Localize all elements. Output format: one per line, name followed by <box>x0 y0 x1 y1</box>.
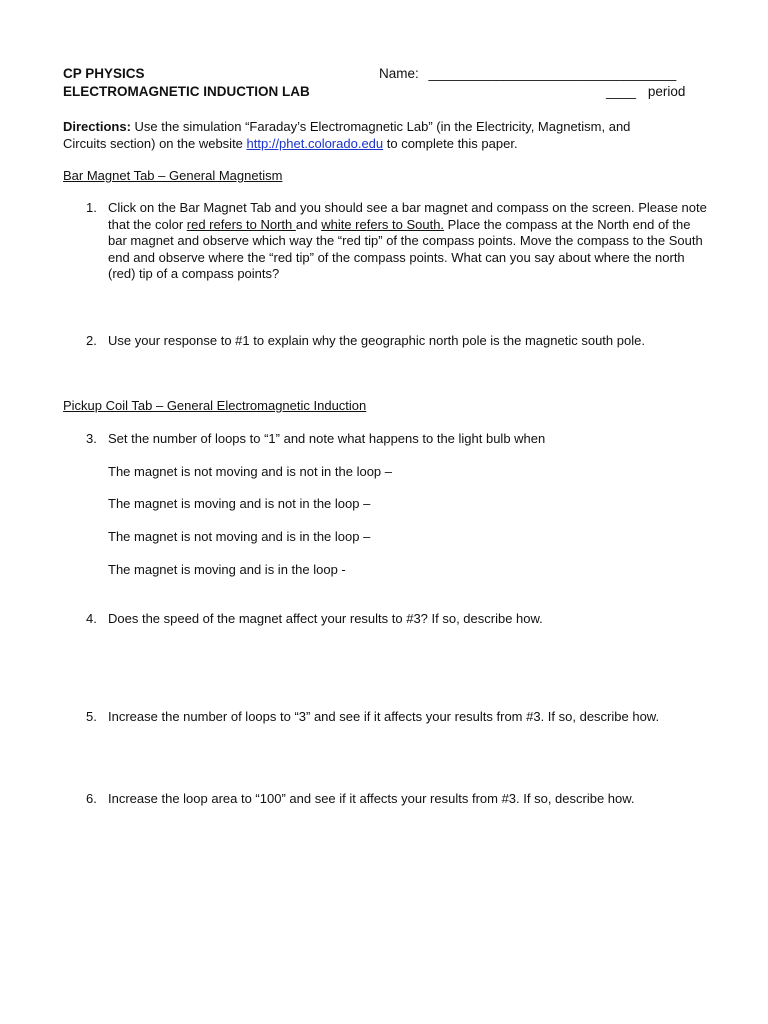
question-6-text: Increase the loop area to “100” and see if it affects your results from #3. If so, describe how. <box>108 791 635 806</box>
question-2-text: Use your response to #1 to explain why the geographic north pole is the magnetic south pole. <box>108 333 645 348</box>
question-number: 4. <box>86 611 97 626</box>
name-label: Name: <box>379 66 419 81</box>
q1-part-b: and <box>295 216 322 232</box>
question-number: 2. <box>86 333 97 348</box>
directions-text-1: Use the simulation “Faraday’s Electromagnetic Lab” (in the Electricity, Magnetism, and <box>130 119 631 134</box>
q3-case: The magnet is moving and is not in the loop – <box>108 496 371 511</box>
period-label: period <box>647 84 686 99</box>
name-field <box>379 66 676 81</box>
name-blank: _________________________________ <box>428 66 677 81</box>
question-number: 1. <box>86 200 97 215</box>
question-4-text: Does the speed of the magnet affect your results to #3? If so, describe how. <box>108 611 543 626</box>
section-heading-bar-magnet: Bar Magnet Tab – General Magnetism <box>63 168 283 183</box>
course-title: CP PHYSICS <box>63 66 145 81</box>
question-3-text: Set the number of loops to “1” and note what happens to the light bulb when <box>108 431 546 446</box>
section-heading-pickup-coil: Pickup Coil Tab – General Electromagnetic Induction <box>63 398 367 413</box>
phet-link[interactable]: http://phet.colorado.edu <box>246 135 384 151</box>
directions-text-2: Circuits section) on the website <box>63 135 247 151</box>
period-field <box>606 84 685 99</box>
q1-part-a: Click on the Bar Magnet Tab and you should see a bar magnet and compass on the screen. Please note that the color <box>108 200 707 232</box>
question-number: 6. <box>86 791 97 806</box>
q1-white-south: white refers to South. <box>321 216 445 232</box>
question-number: 5. <box>86 709 97 724</box>
period-blank: ____ <box>606 84 637 99</box>
question-5-text: Increase the number of loops to “3” and see if it affects your results from #3. If so, describe how. <box>108 709 660 724</box>
directions-text-3: to complete this paper. <box>383 135 518 151</box>
q3-case: The magnet is not moving and is in the loop – <box>108 529 371 544</box>
directions <box>63 119 723 152</box>
directions-label: Directions: <box>63 119 131 134</box>
q3-case: The magnet is not moving and is not in the loop – <box>108 464 393 479</box>
q1-red-north: red refers to North <box>186 216 296 232</box>
question-number: 3. <box>86 431 97 446</box>
q3-case: The magnet is moving and is in the loop - <box>108 562 346 577</box>
lab-title: ELECTROMAGNETIC INDUCTION LAB <box>63 84 310 99</box>
q1-part-c: Place the compass at the North end of the bar magnet and observe which way the “red tip” of the compass points. Move the compass to the South end and observe where the “red tip” of the compass points. What can you say about where the north (red) tip of a compass points? <box>108 216 703 282</box>
question-1-text <box>108 200 708 283</box>
